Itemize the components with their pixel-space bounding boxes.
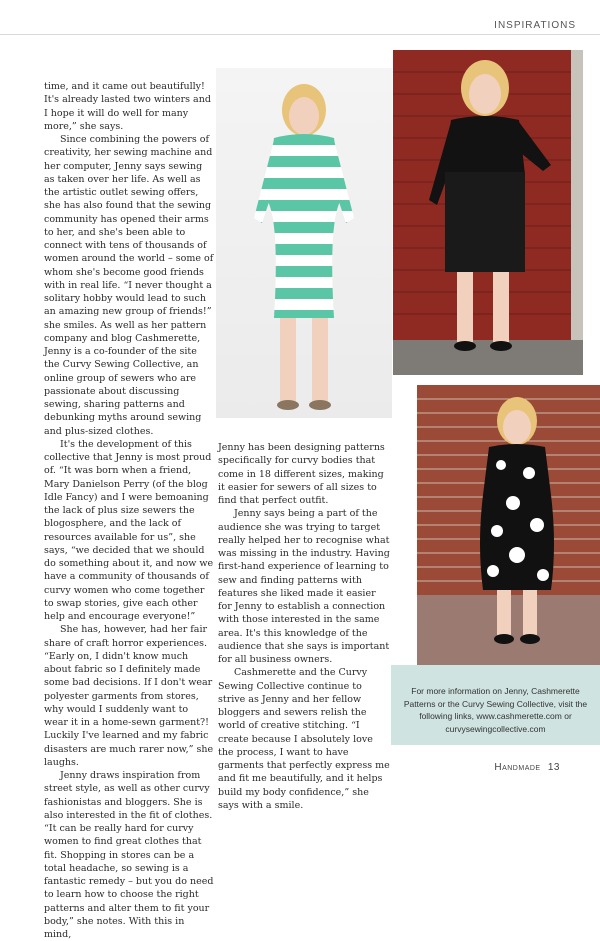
header-rule — [0, 34, 600, 35]
photo-black-outfit-red-wall — [393, 50, 583, 375]
page-footer — [494, 762, 560, 773]
paragraph: Jenny draws inspiration from street style, as well as other curvy fashionistas and bloggers. She is also interested in the fit of clothes. “It can be really hard for curvy women to find great clothes that fit. Shopping in stores can be a total headache, so sewing is a fantastic remedy – but you do need to learn how to choose the right patterns and alter them to fit your body,” she notes. With this in mind, — [44, 770, 214, 940]
paragraph: Cashmerette and the Curvy Sewing Collective continue to strive as Jenny and her fellow bloggers and sewers relish the world of creative stitching. “I create because I absolutely love the process, I want to have garments that perfectly express me and fit me beautifully, and it helps build my body confidence,” she says with a smile. — [218, 667, 390, 811]
info-box — [391, 665, 600, 745]
paragraph: Jenny says being a part of the audience she was trying to target really helped her to recognise what was missing in the industry. Having first-hand experience of learning to sew and finding patterns with features she liked made it easier for Jenny to establish a connection with those interested in the same area. It's this knowledge of the audience that she says is important for all business owners. — [218, 508, 390, 665]
paragraph: Since combining the powers of creativity, her sewing machine and her computer, Jenny says sewing as taken over her life. As well as the artistic outlet sewing offers, she has also found that the sewing community has opened their arms to her, and she's been able to connect with tens of thousands of women around the world – some of whom she's become good friends with in real life. “I never thought a solitary hobby would lead to such an amazing new group of friends!” she smiles. As well as her pattern company and blog Cashmerette, Jenny is a co-founder of the site the Curvy Sewing Collective, an online group of sewers who are passionate about discussing sewing, sharing patterns and debunking myths around sewing and plus-sized clothes. — [44, 134, 214, 437]
photo-polka-dot-dress — [417, 385, 600, 665]
paragraph: time, and it came out beautifully! It's already lasted two winters and I hope it will do well for many more,” she says. — [44, 81, 211, 132]
paragraph: She has, however, had her fair share of craft horror experiences. “Early on, I didn't know much about fabric so I definitely made some bad decisions. If I don't wear polyester garments from stores, why would I suddenly want to wear it in a home-sewn garment?! Luckily I've learned and my fabric disasters are much rarer now,” she laughs. — [44, 624, 214, 768]
article-column-2 — [218, 441, 390, 812]
article-column-1 — [44, 80, 214, 941]
magazine-name: Handmade — [494, 762, 541, 773]
info-box-text: For more information on Jenny, Cashmerette Patterns or the Curvy Sewing Collective, visit the following links, www.cashmerette.com or curvysewingcollective.com — [403, 686, 588, 734]
paragraph: It's the development of this collective that Jenny is most proud of. “It was born when a friend, Mary Danielson Perry (of the blog Idle Fancy) and I were bemoaning the lack of plus size sewers the blogosphere, and the lack of resources available for us”, she says, “we decided that we should do something about it, and now we have a community of thousands of curvy women who come together to swap stories, give each other help and encourage everyone!” — [44, 438, 214, 622]
section-header: INSPIRATIONS — [494, 20, 576, 31]
paragraph: Jenny has been designing patterns specifically for curvy bodies that come in 18 different sizes, making it easier for sewers of all sizes to find that perfect outfit. — [218, 442, 385, 506]
photo-striped-wrap-dress — [216, 68, 392, 418]
page-number: 13 — [547, 762, 560, 773]
